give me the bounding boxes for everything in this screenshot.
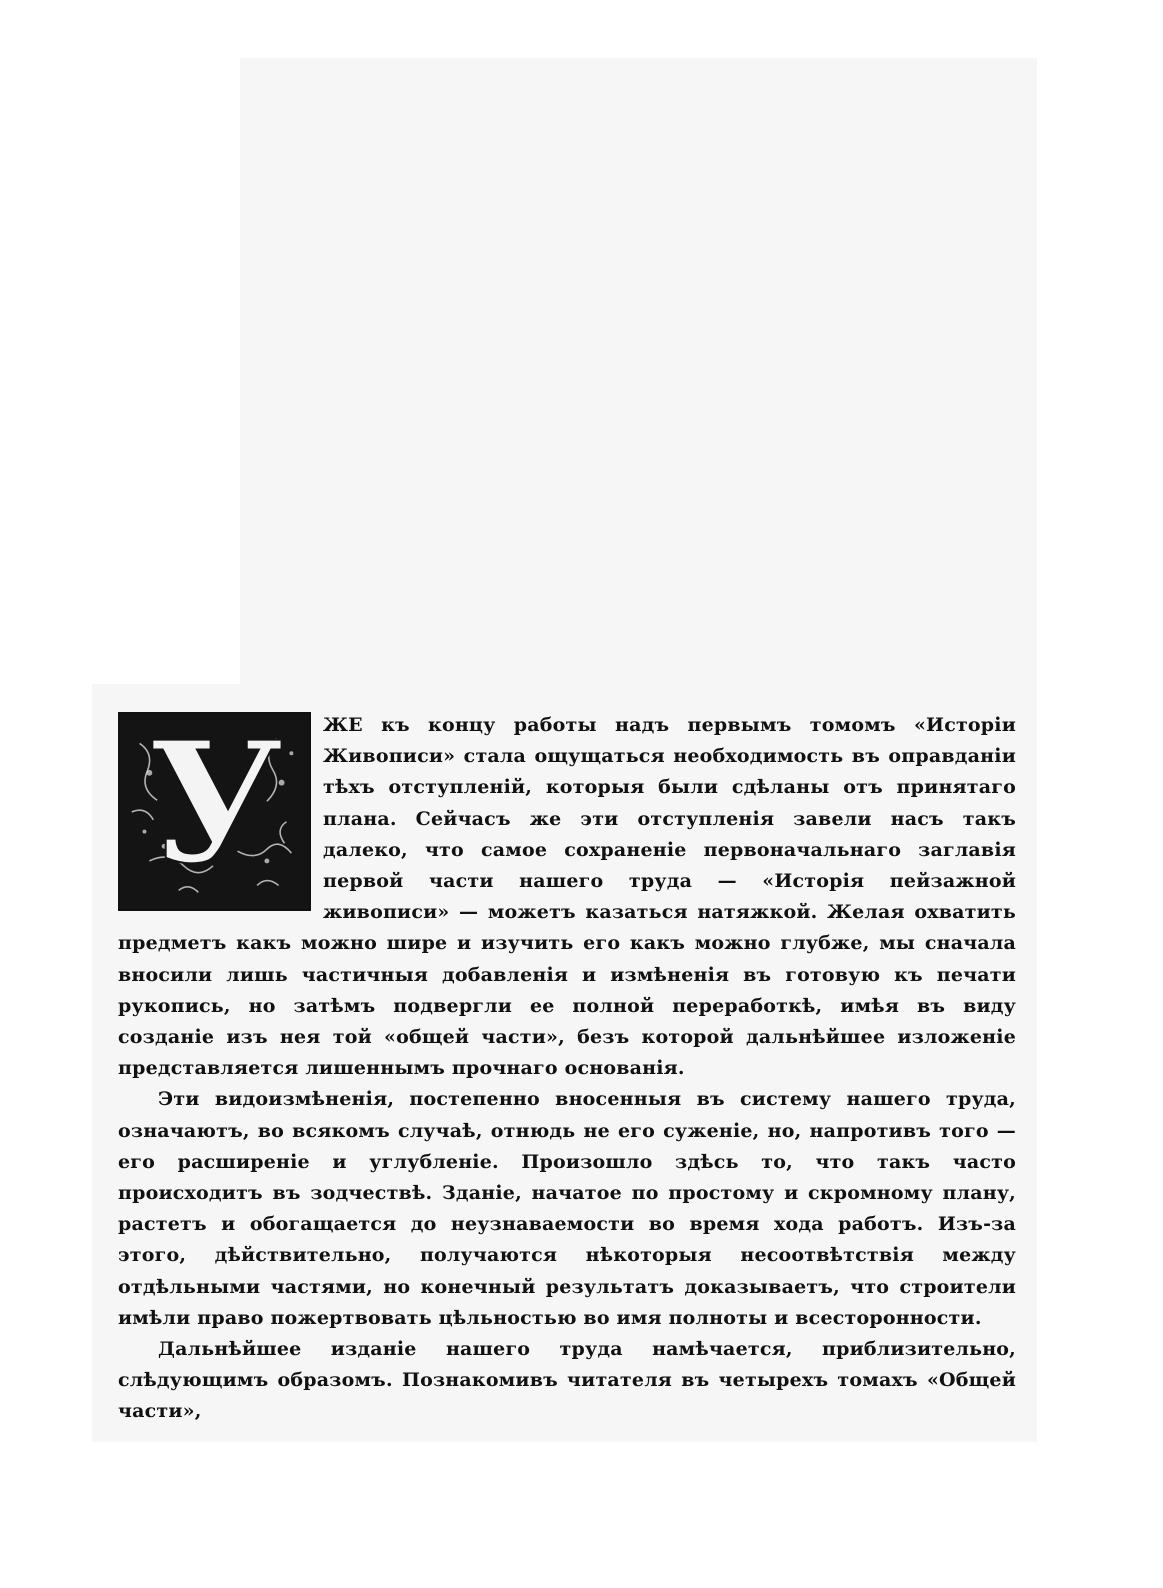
page-region-upper bbox=[240, 58, 1037, 688]
ornamental-initial-letter bbox=[118, 712, 311, 911]
ornamental-initial-letter-image bbox=[120, 714, 309, 909]
paragraph-2: Эти видоизмѣненія, постепенно вносенныя въ систему нашего труда, означаютъ, во всякомъ случаѣ, отнюдь не его суженіе, но, напротивъ того — его расширеніе и углубленіе. Произошло здѣсь то, что такъ часто происходитъ въ зодчествѣ. Зданіе, начатое по простому и скромному плану, растетъ и обогащается до неузнаваемости во время хода работъ. Изъ-за этого, дѣйствительно, получаются нѣкоторыя несоотвѣтствія между отдѣльными частями, но конечный результатъ доказываетъ, что строители имѣли право пожертвовать цѣльностью во имя полноты и всесторонности. bbox=[118, 1088, 1016, 1329]
paragraph-3: Дальнѣйшее изданіе нашего труда намѣчается, приблизительно, слѣдующимъ образомъ. Познакомивъ читателя въ четырехъ томахъ «Общей части», bbox=[118, 1338, 1016, 1423]
initial-letter-glyph: У bbox=[148, 714, 284, 901]
document-body bbox=[118, 710, 1016, 1428]
paragraph-1: ЖЕ къ концу работы надъ первымъ томомъ «Исторіи Живописи» стала ощущаться необходимость въ оправданіи тѣхъ отступленій, которыя были сдѣланы отъ принятаго плана. Сейчасъ же эти отступленія завели насъ такъ далеко, что самое сохраненіе первоначальнаго заглавія первой части нашего труда — «Исторія пейзажной живописи» — можетъ казаться натяжкой. Желая охватить предметъ какъ можно шире и изучить его какъ можно глубже, мы сначала вносили лишь частичныя добавленія и измѣненія въ готовую къ печати рукопись, но затѣмъ подвергли ее полной переработкѣ, имѣя въ виду созданіе изъ нея той «общей части», безъ которой дальнѣйшее изложеніе представляется лишеннымъ прочнаго основанія. bbox=[118, 714, 1016, 1080]
